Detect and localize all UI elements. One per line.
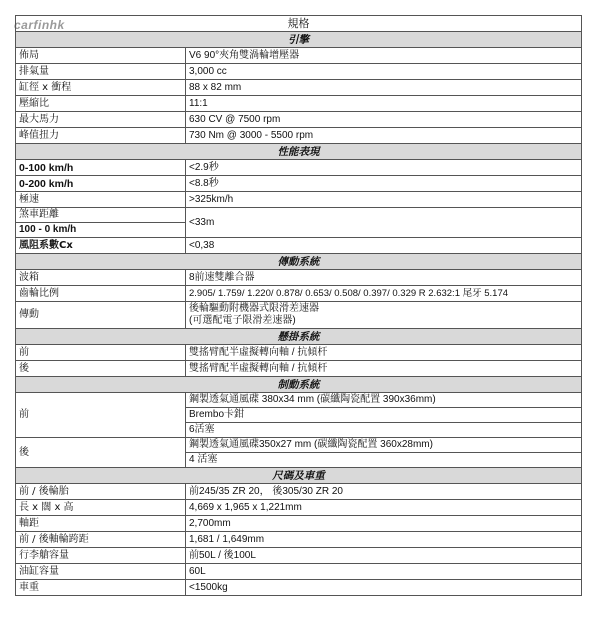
title-row <box>16 16 582 32</box>
table-row <box>16 160 582 176</box>
table-row <box>16 238 582 254</box>
row-value: 88 x 82 mm <box>186 80 582 96</box>
table-row <box>16 176 582 192</box>
spec-table <box>15 15 582 596</box>
section-transmission-header: 傳動系統 <box>16 254 582 270</box>
table-row <box>16 548 582 564</box>
table-row <box>16 112 582 128</box>
row-label: 煞車距離 <box>16 208 185 223</box>
row-value: >325km/h <box>186 192 582 208</box>
row-value: <2.9秒 <box>186 160 582 176</box>
table-row <box>16 580 582 596</box>
row-label: 波箱 <box>16 270 186 286</box>
row-value-line: 鋼製透氣通風碟350x27 mm (碳纖陶瓷配置 360x28mm) <box>186 438 581 453</box>
table-title: 規格 <box>16 16 582 32</box>
section-suspension-header: 懸掛系統 <box>16 329 582 345</box>
row-value: 3,000 cc <box>186 64 582 80</box>
row-value-line: 6活塞 <box>189 424 215 435</box>
table-row <box>16 208 582 238</box>
table-row <box>16 96 582 112</box>
row-label: 壓縮比 <box>16 96 186 112</box>
row-label: 風阻系數Cx <box>16 238 186 254</box>
row-label: 齒輪比例 <box>16 286 186 302</box>
row-label: 前 / 後軸輪跨距 <box>16 532 186 548</box>
table-row <box>16 302 582 329</box>
row-value: V6 90°夾角雙渦輪增壓器 <box>186 48 582 64</box>
table-row <box>16 286 582 302</box>
section-performance-header: 性能表現 <box>16 144 582 160</box>
table-row <box>16 500 582 516</box>
row-value-line: 4 活塞 <box>189 454 218 465</box>
row-label: 傳動 <box>16 302 186 329</box>
row-label: 前 <box>16 393 186 438</box>
row-value: 11:1 <box>186 96 582 112</box>
row-value: <8.8秒 <box>186 176 582 192</box>
row-value-line: Brembo卡鉗 <box>186 408 581 423</box>
table-row <box>16 393 582 438</box>
row-value: 60L <box>186 564 582 580</box>
watermark-logo: carfinhk <box>14 18 65 32</box>
row-value: 630 CV @ 7500 rpm <box>186 112 582 128</box>
row-value: <0,38 <box>186 238 582 254</box>
row-label: 峰值扭力 <box>16 128 186 144</box>
row-value-multi <box>186 438 582 468</box>
table-row <box>16 270 582 286</box>
row-label-braking <box>16 208 186 238</box>
row-label: 排氣量 <box>16 64 186 80</box>
table-row <box>16 48 582 64</box>
row-label: 佈局 <box>16 48 186 64</box>
row-value: 2,700mm <box>186 516 582 532</box>
row-label: 前 <box>16 345 186 361</box>
table-row <box>16 80 582 96</box>
table-row <box>16 516 582 532</box>
row-value: 2.905/ 1.759/ 1.220/ 0.878/ 0.653/ 0.508/ 0.397/ 0.329 R 2.632:1 尾牙 5.174 <box>186 286 582 302</box>
row-label: 前 / 後輪胎 <box>16 484 186 500</box>
row-value-multi <box>186 302 582 329</box>
row-value: 雙搖臂配半虛擬轉向軸 / 抗傾杆 <box>186 361 582 377</box>
row-label: 車重 <box>16 580 186 596</box>
row-value: 雙搖臂配半虛擬轉向軸 / 抗傾杆 <box>186 345 582 361</box>
table-row <box>16 361 582 377</box>
row-label: 後 <box>16 438 186 468</box>
row-label: 缸徑 x 衝程 <box>16 80 186 96</box>
row-value: 前245/35 ZR 20， 後305/30 ZR 20 <box>186 484 582 500</box>
row-value-line: 後輪驅動附機器式限滑差速器 <box>189 303 319 314</box>
table-row <box>16 564 582 580</box>
row-label: 油缸容量 <box>16 564 186 580</box>
section-brakes-header: 制動系統 <box>16 377 582 393</box>
row-value: 1,681 / 1,649mm <box>186 532 582 548</box>
table-row <box>16 128 582 144</box>
table-row <box>16 64 582 80</box>
row-label: 行李艙容量 <box>16 548 186 564</box>
row-value: 8前速雙離合器 <box>186 270 582 286</box>
row-value: 730 Nm @ 3000 - 5500 rpm <box>186 128 582 144</box>
table-row <box>16 484 582 500</box>
row-value: <33m <box>186 208 582 238</box>
table-row <box>16 345 582 361</box>
row-value: 4,669 x 1,965 x 1,221mm <box>186 500 582 516</box>
section-dimensions-header: 尺碼及車重 <box>16 468 582 484</box>
row-label: 後 <box>16 361 186 377</box>
row-label: 最大馬力 <box>16 112 186 128</box>
row-label: 長 x 闊 x 高 <box>16 500 186 516</box>
row-value-line: 鋼製透氣通風碟 380x34 mm (碳纖陶瓷配置 390x36mm) <box>186 393 581 408</box>
row-label: 100 - 0 km/h <box>19 224 77 235</box>
table-row <box>16 532 582 548</box>
table-row <box>16 192 582 208</box>
row-value-line: (可選配電子限滑差速器) <box>189 315 296 326</box>
row-label: 極速 <box>16 192 186 208</box>
section-engine-header: 引擎 <box>16 32 582 48</box>
table-row <box>16 438 582 468</box>
row-value: 前50L / 後100L <box>186 548 582 564</box>
row-value-multi <box>186 393 582 438</box>
row-value: <1500kg <box>186 580 582 596</box>
row-label: 軸距 <box>16 516 186 532</box>
row-label: 0-200 km/h <box>16 176 186 192</box>
row-label: 0-100 km/h <box>16 160 186 176</box>
